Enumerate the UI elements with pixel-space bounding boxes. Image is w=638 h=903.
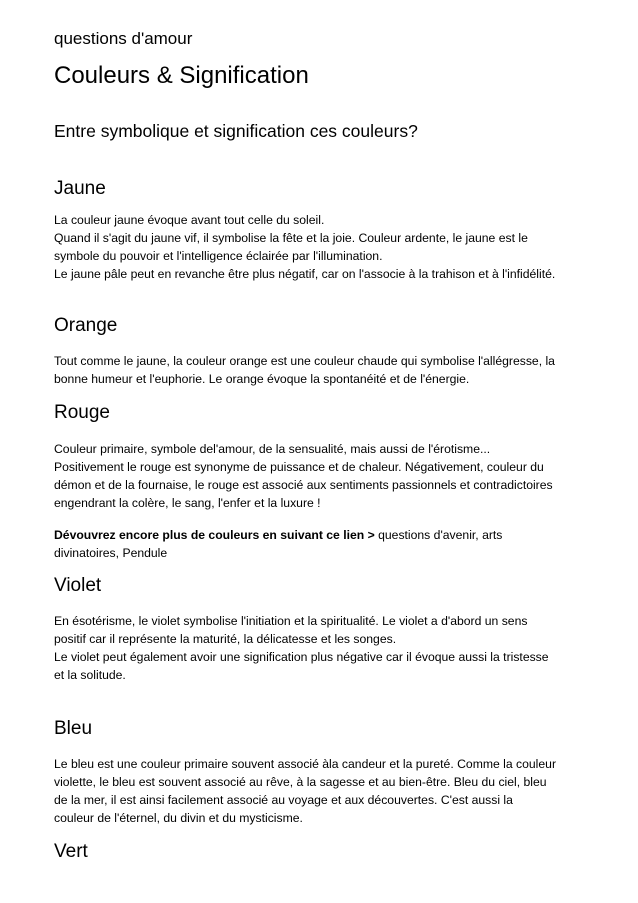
- text-line: de la mer, il est ainsi facilement associé au voyage et aux découvertes. C'est aussi la: [54, 793, 513, 807]
- text-line: Couleur primaire, symbole del'amour, de la sensualité, mais aussi de l'érotisme...: [54, 442, 491, 456]
- text-line: et la solitude.: [54, 668, 126, 682]
- section-text-bleu: [54, 755, 599, 827]
- link-separator: ,: [475, 528, 483, 542]
- text-line: couleur de l'éternel, du divin et du mysticisme.: [54, 811, 303, 825]
- cta-bold-text: Dévouvrez encore plus de couleurs en suivant ce lien >: [54, 528, 375, 542]
- section-title-violet: Violet: [54, 575, 102, 596]
- section-text-orange: [54, 352, 599, 388]
- page-subtitle: Entre symbolique et signification ces couleurs?: [54, 121, 418, 141]
- page-title: Couleurs & Signification: [54, 62, 309, 89]
- text-line: démon et de la fournaise, le rouge est associé aux sentiments passionnels et contradictoires: [54, 478, 553, 492]
- text-line: La couleur jaune évoque avant tout celle du soleil.: [54, 213, 325, 227]
- text-line: Le bleu est une couleur primaire souvent associé àla candeur et la pureté. Comme la couleur: [54, 757, 557, 771]
- site-title: questions d'amour: [54, 29, 193, 48]
- text-line: symbole du pouvoir et l'intelligence éclairée par l'illumination.: [54, 249, 383, 263]
- text-line: Positivement le rouge est synonyme de puissance et de chaleur. Négativement, couleur du: [54, 460, 544, 474]
- link-pendule[interactable]: Pendule: [122, 546, 168, 560]
- link-questions-avenir[interactable]: questions d'avenir: [378, 528, 476, 542]
- text-line: [54, 526, 599, 544]
- section-text-rouge: [54, 440, 599, 512]
- section-title-vert: Vert: [54, 841, 88, 862]
- section-text-violet: [54, 612, 599, 684]
- text-line: positif car il représente la maturité, la délicatesse et les songes.: [54, 632, 397, 646]
- text-line: Le violet peut également avoir une signification plus négative car il évoque aussi la tristesse: [54, 650, 549, 664]
- more-colors-cta: [54, 526, 599, 562]
- section-title-bleu: Bleu: [54, 718, 93, 739]
- text-line: Quand il s'agit du jaune vif, il symbolise la fête et la joie. Couleur ardente, le jaune est le: [54, 231, 528, 245]
- link-separator: ,: [115, 546, 123, 560]
- text-line: En ésotérisme, le violet symbolise l'initiation et la spiritualité. Le violet a d'abord un sens: [54, 614, 528, 628]
- text-line: engendrant la colère, le sang, l'enfer et la luxure !: [54, 496, 321, 510]
- text-line: Tout comme le jaune, la couleur orange est une couleur chaude qui symbolise l'allégresse, la: [54, 354, 555, 368]
- section-title-jaune: Jaune: [54, 178, 106, 199]
- link-divinatoires[interactable]: divinatoires: [54, 546, 116, 560]
- section-title-rouge: Rouge: [54, 402, 110, 423]
- link-arts[interactable]: arts: [482, 528, 503, 542]
- section-text-jaune: [54, 211, 599, 283]
- section-title-orange: Orange: [54, 315, 118, 336]
- text-line: violette, le bleu est souvent associé au rêve, à la sagesse et au bien-être. Bleu du ciel, bleu: [54, 775, 547, 789]
- text-line: Le jaune pâle peut en revanche être plus négatif, car on l'associe à la trahison et à l'infidélité.: [54, 267, 556, 281]
- text-line: [54, 544, 599, 562]
- text-line: bonne humeur et l'euphorie. Le orange évoque la spontanéité et de l'énergie.: [54, 372, 470, 386]
